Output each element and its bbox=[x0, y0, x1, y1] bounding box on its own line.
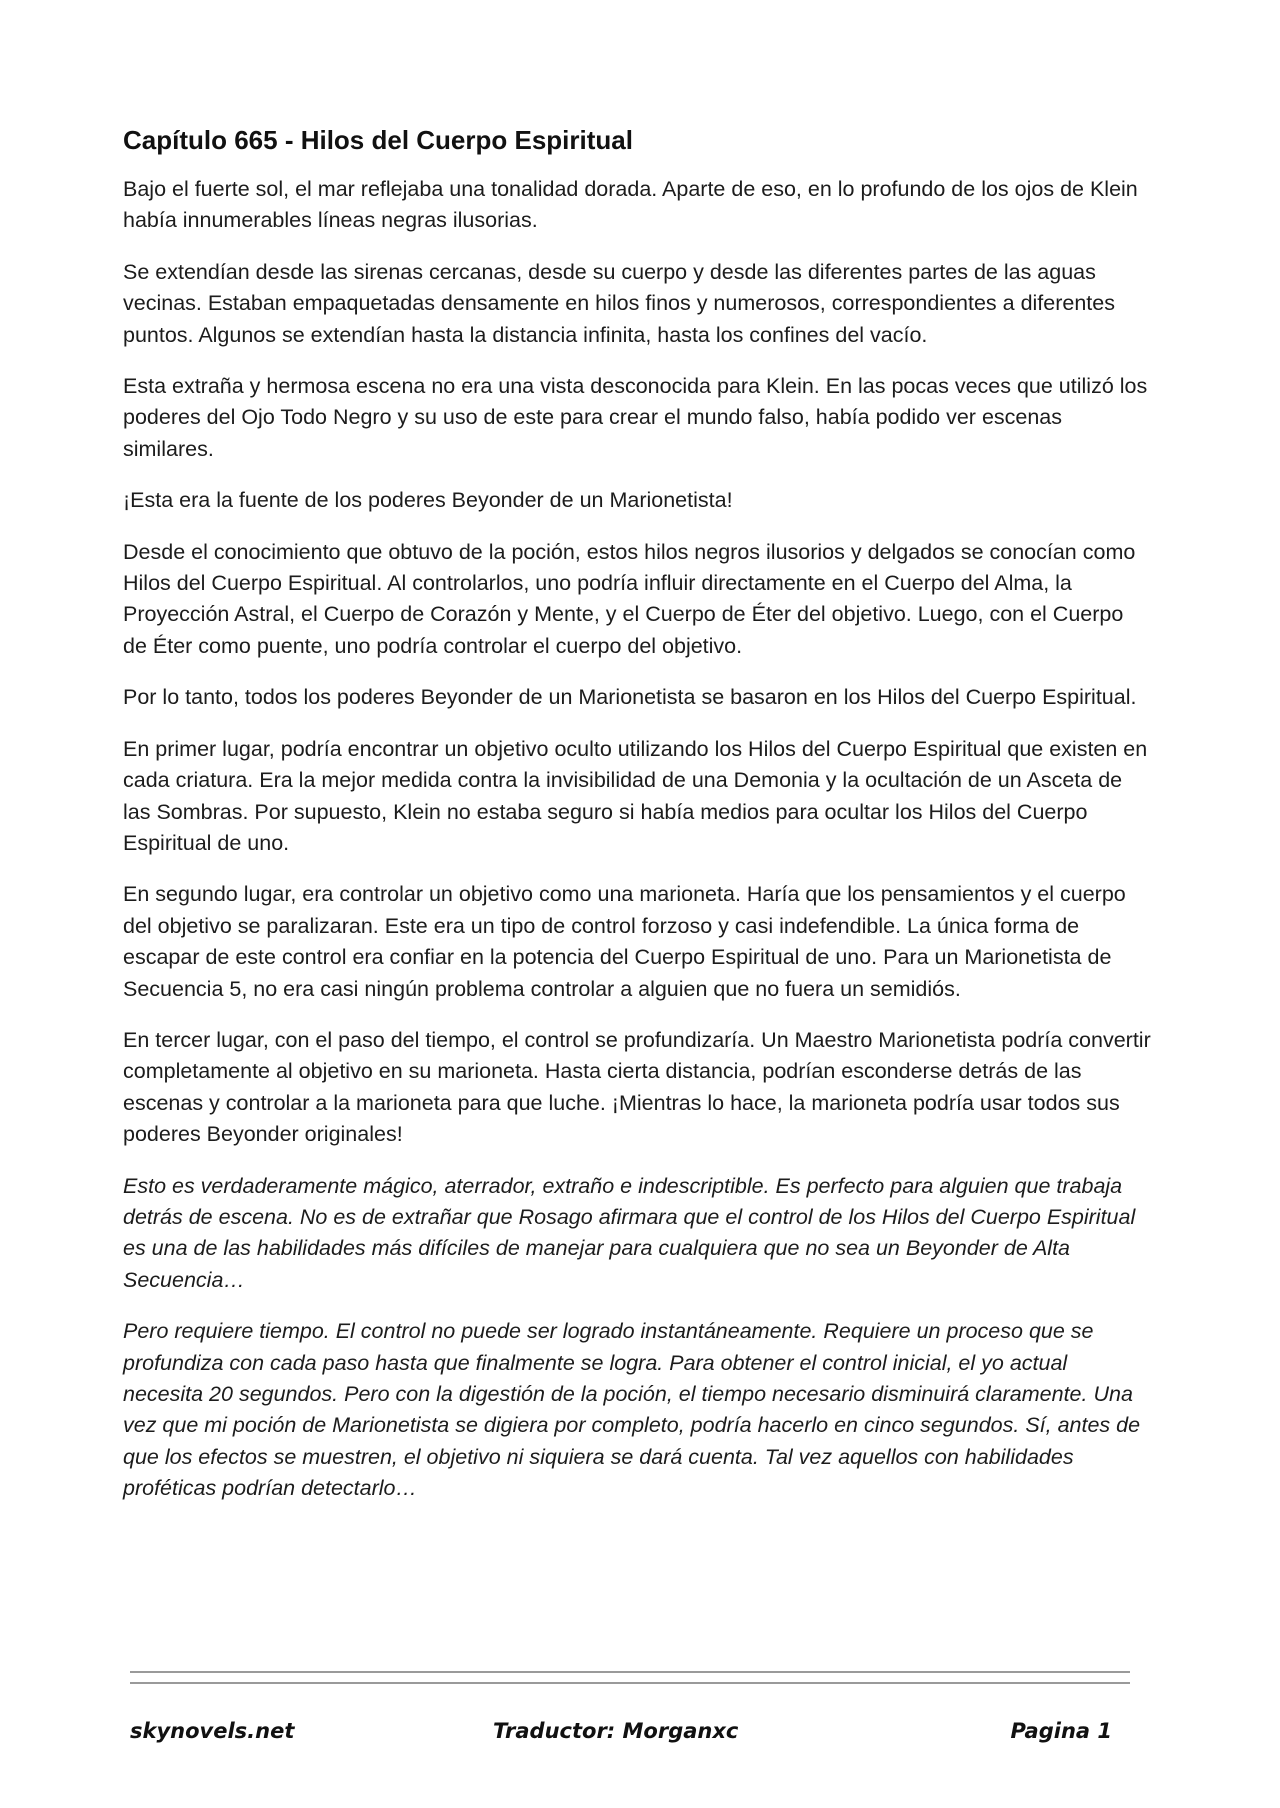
body-paragraph: Se extendían desde las sirenas cercanas, desde su cuerpo y desde las diferentes partes de las aguas vecinas. Estaban empaquetadas densamente en hilos finos y numerosos, correspondientes a diferentes puntos. Algunos se extendían hasta la distancia infinita, hasta los confines del vacío. bbox=[123, 259, 1115, 347]
body-paragraph: En segundo lugar, era controlar un objetivo como una marioneta. Haría que los pensamientos y el cuerpo del objetivo se paralizaran. Este era un tipo de control forzoso y casi indefendible. La única forma de escapar de este control era confiar en la potencia del Cuerpo Espiritual de uno. Para un Marionetista de Secuencia 5, no era casi ningún problema controlar a alguien que no fuera un semidiós. bbox=[123, 882, 1126, 1001]
footer-divider-top bbox=[130, 1671, 1130, 1673]
page-footer bbox=[0, 1713, 1280, 1749]
footer-site: skynovels.net bbox=[130, 1719, 295, 1743]
body-paragraph: ¡Esta era la fuente de los poderes Beyonder de un Marionetista! bbox=[123, 488, 733, 513]
body-paragraph: En primer lugar, podría encontrar un objetivo oculto utilizando los Hilos del Cuerpo Espiritual que existen en cada criatura. Era la mejor medida contra la invisibilidad de una Demonia y la ocultación de un Asceta de las Sombras. Por supuesto, Klein no estaba seguro si había medios para ocultar los Hilos del Cuerpo Espiritual de uno. bbox=[123, 736, 1148, 855]
paragraph-list bbox=[123, 174, 1153, 1505]
chapter-title: Capítulo 665 - Hilos del Cuerpo Espiritual bbox=[123, 125, 633, 155]
document-body bbox=[123, 120, 1153, 1525]
body-paragraph: Bajo el fuerte sol, el mar reflejaba una tonalidad dorada. Aparte de eso, en lo profundo de los ojos de Klein había innumerables líneas negras ilusorias. bbox=[123, 177, 1138, 233]
body-paragraph: Esta extraña y hermosa escena no era una vista desconocida para Klein. En las pocas veces que utilizó los poderes del Ojo Todo Negro y su uso de este para crear el mundo falso, había podido ver escenas similares. bbox=[123, 374, 1148, 461]
body-paragraph: Por lo tanto, todos los poderes Beyonder de un Marionetista se basaron en los Hilos del Cuerpo Espiritual. bbox=[123, 685, 1137, 710]
footer-translator: Traductor: Morganxc bbox=[493, 1719, 739, 1743]
body-paragraph: En tercer lugar, con el paso del tiempo, el control se profundizaría. Un Maestro Marionetista podría convertir completamente al objetivo en su marioneta. Hasta cierta distancia, podrían esconderse detrás de las escenas y controlar a la marioneta para que luche. ¡Mientras lo hace, la marioneta podría usar todos sus poderes Beyonder originales! bbox=[123, 1027, 1151, 1147]
footer-page-number: Pagina 1 bbox=[1010, 1719, 1112, 1743]
body-paragraph: Desde el conocimiento que obtuvo de la poción, estos hilos negros ilusorios y delgados se conocían como Hilos del Cuerpo Espiritual. Al controlarlos, uno podría influir directamente en el Cuerpo del Alma, la Proyección Astral, el Cuerpo de Corazón y Mente, y el Cuerpo de Éter del objetivo. Luego, con el Cuerpo de Éter como puente, uno podría controlar el cuerpo del objetivo. bbox=[123, 539, 1136, 658]
body-paragraph: Esto es verdaderamente mágico, aterrador, extraño e indescriptible. Es perfecto para alguien que trabaja detrás de escena. No es de extrañar que Rosago afirmara que el control de los Hilos del Cuerpo Espiritual es una de las habilidades más difíciles de manejar para cualquiera que no sea un Beyonder de Alta Secuencia… bbox=[123, 1173, 1136, 1292]
body-paragraph: Pero requiere tiempo. El control no puede ser logrado instantáneamente. Requiere un proceso que se profundiza con cada paso hasta que finalmente se logra. Para obtener el control inicial, el yo actual necesita 20 segundos. Pero con la digestión de la poción, el tiempo necesario disminuirá claramente. Una vez que mi poción de Marionetista se digiera por completo, podría hacerlo en cinco segundos. Sí, antes de que los efectos se muestren, el objetivo ni siquiera se dará cuenta. Tal vez aquellos con habilidades proféticas podrían detectarlo… bbox=[123, 1319, 1141, 1501]
footer-divider-bottom bbox=[130, 1682, 1130, 1684]
